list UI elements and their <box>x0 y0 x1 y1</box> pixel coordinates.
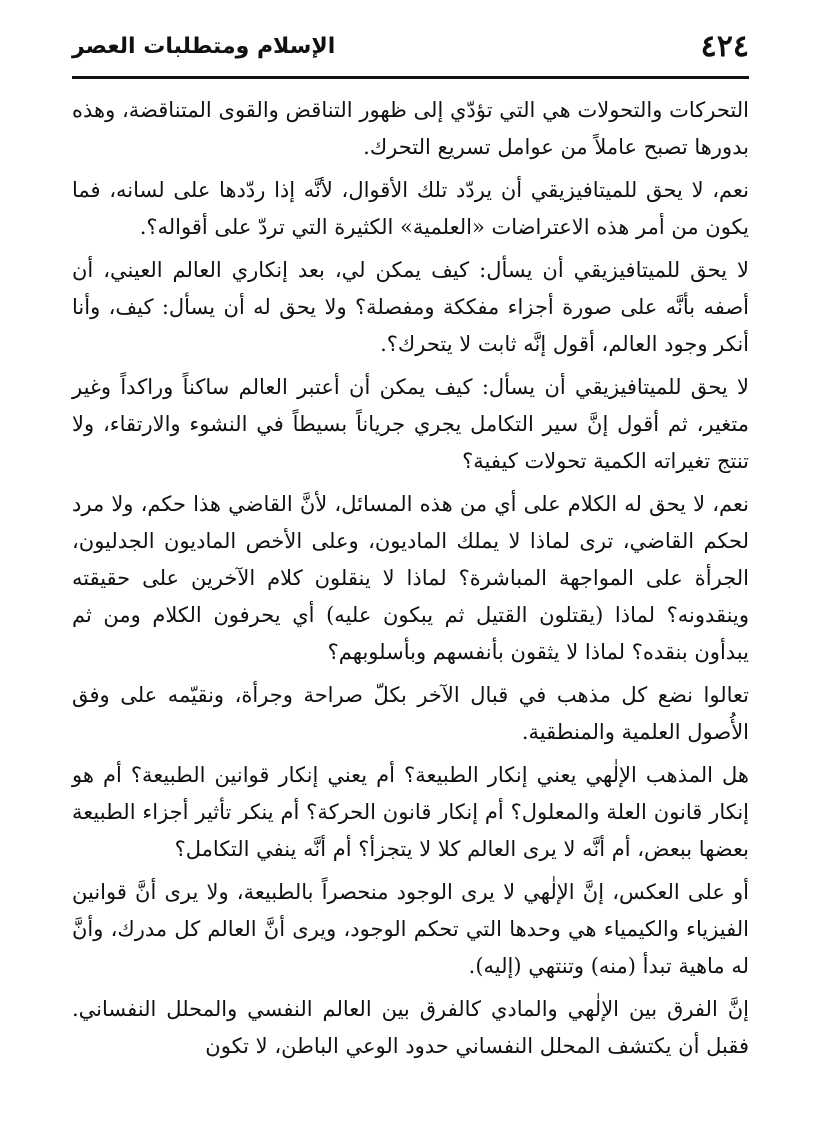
paragraph-6: تعالوا نضع كل مذهب في قبال الآخر بكلّ صراحة وجرأة، ونقيّمه على وفق الأُصول العلمية والمنطقية. <box>72 683 749 744</box>
paragraph-3: لا يحق للميتافيزيقي أن يسأل: كيف يمكن لي، بعد إنكاري العالم العيني، أن أصفه بأنَّه على صورة أجزاء مفككة ومفصلة؟ ولا يحق له أن يسأل: كيف، وأنا أنكر وجود العالم، أقول إنَّه ثابت لا يتحرك؟. <box>72 258 749 356</box>
body-text <box>72 92 749 1071</box>
paragraph-7: هل المذهب الإلٰهي يعني إنكار الطبيعة؟ أم يعني إنكار قوانين الطبيعة؟ أم هو إنكار قانون العلة والمعلول؟ أم إنكار قانون الحركة؟ أم ينكر تأثير أجزاء الطبيعة بعضها ببعض، أم أنَّه لا يرى العالم كلا لا يتجزأ؟ أم أنَّه ينفي التكامل؟ <box>72 763 749 861</box>
page-number: ٤٢٤ <box>700 29 749 64</box>
paragraph-4: لا يحق للميتافيزيقي أن يسأل: كيف يمكن أن أعتبر العالم ساكناً وراكداً وغير متغير، ثم أقول إنَّ سير التكامل يجري جرياناً بسيطاً في النشوء والارتقاء، ولا تنتج تغيراته الكمية تحولات كيفية؟ <box>72 375 749 473</box>
paragraph-1: التحركات والتحولات هي التي تؤدّي إلى ظهور التناقض والقوى المتناقضة، وهذه بدورها تصبح عاملاً من عوامل تسريع التحرك. <box>72 98 749 159</box>
paragraph-9: إنَّ الفرق بين الإلٰهي والمادي كالفرق بين العالم النفسي والمحلل النفساني. فقبل أن يكتشف المحلل النفساني حدود الوعي الباطن، لا تكون <box>72 997 749 1058</box>
page-header <box>72 22 749 72</box>
header-divider <box>72 76 749 79</box>
paragraph-2: نعم، لا يحق للميتافيزيقي أن يردّد تلك الأقوال، لأنَّه إذا ردّدها على لسانه، فما يكون من أمر هذه الاعتراضات «العلمية» الكثيرة التي تردّ على أقواله؟. <box>72 178 749 239</box>
paragraph-8: أو على العكس، إنَّ الإلٰهي لا يرى الوجود منحصراً بالطبيعة، ولا يرى أنَّ قوانين الفيزياء والكيمياء هي وحدها التي تحكم الوجود، ويرى أنَّ العالم كل مدرك، وأنَّ له ماهية تبدأ (منه) وتنتهي (إليه). <box>72 880 749 978</box>
running-title: الإسلام ومتطلبات العصر <box>72 34 336 59</box>
paragraph-5: نعم، لا يحق له الكلام على أي من هذه المسائل، لأنَّ القاضي هذا حكم، ولا مرد لحكم القاضي، ترى لماذا لا يملك الماديون، وعلى الأخص الماديون الجدليون، الجرأة على المواجهة المباشرة؟ لماذا لا ينقلون كلام الآخرين على حقيقته وينقدونه؟ لماذا (يقتلون القتيل ثم يبكون عليه) أي يحرفون الكلام ومن ثم يبدأون بنقده؟ لماذا لا يثقون بأنفسهم وبأسلوبهم؟ <box>72 492 749 664</box>
